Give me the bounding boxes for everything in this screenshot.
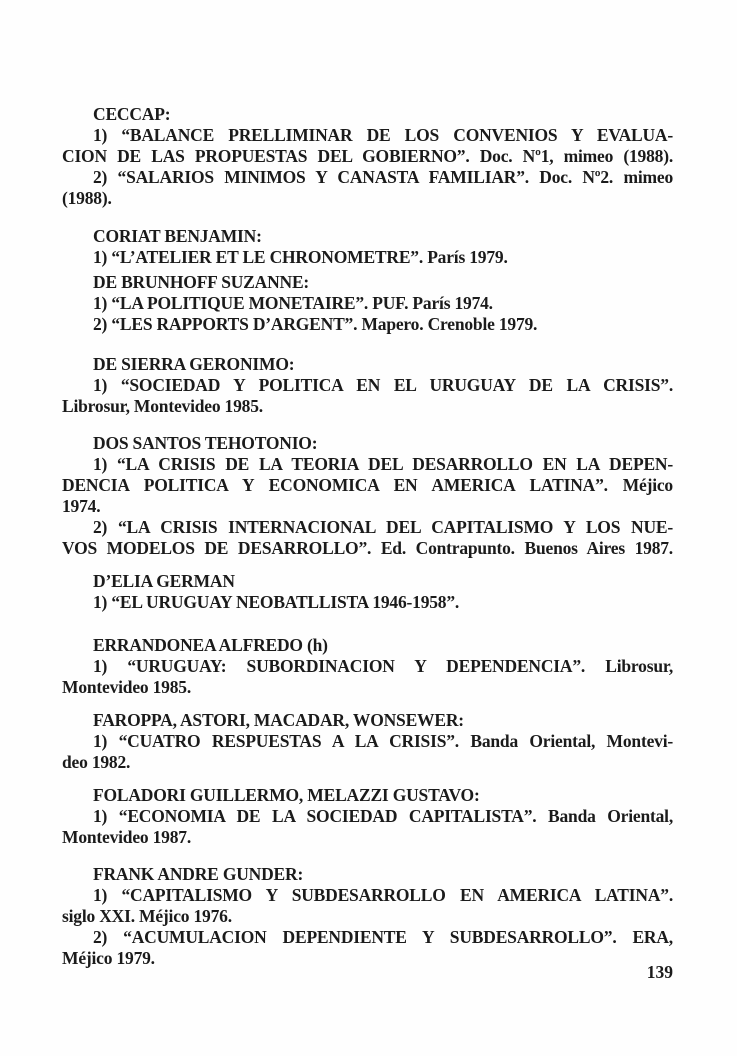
entry-author: FRANK ANDRE GUNDER: bbox=[93, 864, 304, 884]
entry-line: 1) “SOCIEDAD Y POLITICA EN EL URUGUAY DE LA CRISIS”. bbox=[93, 375, 673, 395]
bibliography-entry-foladori-guillermo-melazzi-gustavo bbox=[62, 785, 673, 848]
page-number: 139 bbox=[646, 962, 673, 982]
entry-line: 1) “LA CRISIS DE LA TEORIA DEL DESARROLLO EN LA DEPEN- bbox=[93, 454, 673, 474]
entry-line: deo 1982. bbox=[62, 752, 131, 772]
entry-line: 1) “EL URUGUAY NEOBATLLISTA 1946-1958”. bbox=[93, 592, 460, 612]
bibliography-entry-frank-andre-gunder bbox=[62, 864, 673, 969]
bibliography-entry-dos-santos-tehotonio bbox=[62, 433, 673, 559]
entry-author: FAROPPA, ASTORI, MACADAR, WONSEWER: bbox=[93, 710, 464, 730]
entry-author: DOS SANTOS TEHOTONIO: bbox=[93, 433, 318, 453]
entry-line: Montevideo 1985. bbox=[62, 677, 192, 697]
entry-author: CECCAP: bbox=[93, 104, 171, 124]
entry-line: CION DE LAS PROPUESTAS DEL GOBIERNO”. Doc. Nº1, mimeo (1988). bbox=[62, 146, 673, 166]
bibliography-entry-errandonea-alfredo bbox=[62, 635, 673, 698]
bibliography-entry-coriat-benjamin bbox=[62, 226, 673, 268]
entry-author: DE BRUNHOFF SUZANNE: bbox=[93, 272, 310, 292]
entry-line: 2) “LA CRISIS INTERNACIONAL DEL CAPITALISMO Y LOS NUE- bbox=[93, 517, 673, 537]
entry-line: 1) “L’ATELIER ET LE CHRONOMETRE”. París 1979. bbox=[93, 247, 508, 267]
entry-line: 2) “SALARIOS MINIMOS Y CANASTA FAMILIAR”. Doc. Nº2. mimeo bbox=[93, 167, 673, 187]
entry-author: DE SIERRA GERONIMO: bbox=[93, 354, 295, 374]
entry-line: 1) “CUATRO RESPUESTAS A LA CRISIS”. Banda Oriental, Montevi- bbox=[93, 731, 673, 751]
entry-line: 1) “CAPITALISMO Y SUBDESARROLLO EN AMERICA LATINA”. bbox=[93, 885, 673, 905]
entry-line: Méjico 1979. bbox=[62, 948, 155, 968]
entry-line: 2) “ACUMULACION DEPENDIENTE Y SUBDESARROLLO”. ERA, bbox=[93, 927, 673, 947]
entry-line: (1988). bbox=[62, 188, 112, 208]
entry-line: 1) “LA POLITIQUE MONETAIRE”. PUF. París 1974. bbox=[93, 293, 493, 313]
entry-line: Montevideo 1987. bbox=[62, 827, 192, 847]
entry-author: FOLADORI GUILLERMO, MELAZZI GUSTAVO: bbox=[93, 785, 480, 805]
bibliography-entry-faroppa-astori-macadar-wonsewer bbox=[62, 710, 673, 773]
entry-author: CORIAT BENJAMIN: bbox=[93, 226, 262, 246]
entry-line: 1974. bbox=[62, 496, 101, 516]
entry-line: 1) “ECONOMIA DE LA SOCIEDAD CAPITALISTA”. Banda Oriental, bbox=[93, 806, 673, 826]
entry-line: DENCIA POLITICA Y ECONOMICA EN AMERICA LATINA”. Méjico bbox=[62, 475, 673, 495]
entry-line: Librosur, Montevideo 1985. bbox=[62, 396, 263, 416]
bibliography-entry-ceccap bbox=[62, 104, 673, 209]
entry-line: 2) “LES RAPPORTS D’ARGENT”. Mapero. Crenoble 1979. bbox=[93, 314, 538, 334]
entry-line: 1) “URUGUAY: SUBORDINACION Y DEPENDENCIA”. Librosur, bbox=[93, 656, 673, 676]
entry-line: siglo XXI. Méjico 1976. bbox=[62, 906, 232, 926]
entry-author: ERRANDONEA ALFREDO (h) bbox=[93, 635, 328, 655]
entry-author: D’ELIA GERMAN bbox=[93, 571, 235, 591]
bibliography-entry-de-brunhoff-suzanne bbox=[62, 272, 673, 335]
entry-line: 1) “BALANCE PRELLIMINAR DE LOS CONVENIOS Y EVALUA- bbox=[93, 125, 673, 145]
bibliography-entry-de-sierra-geronimo bbox=[62, 354, 673, 417]
bibliography bbox=[62, 104, 673, 969]
bibliography-entry-d-elia-german bbox=[62, 571, 673, 613]
entry-line: VOS MODELOS DE DESARROLLO”. Ed. Contrapunto. Buenos Aires 1987. bbox=[62, 538, 673, 558]
